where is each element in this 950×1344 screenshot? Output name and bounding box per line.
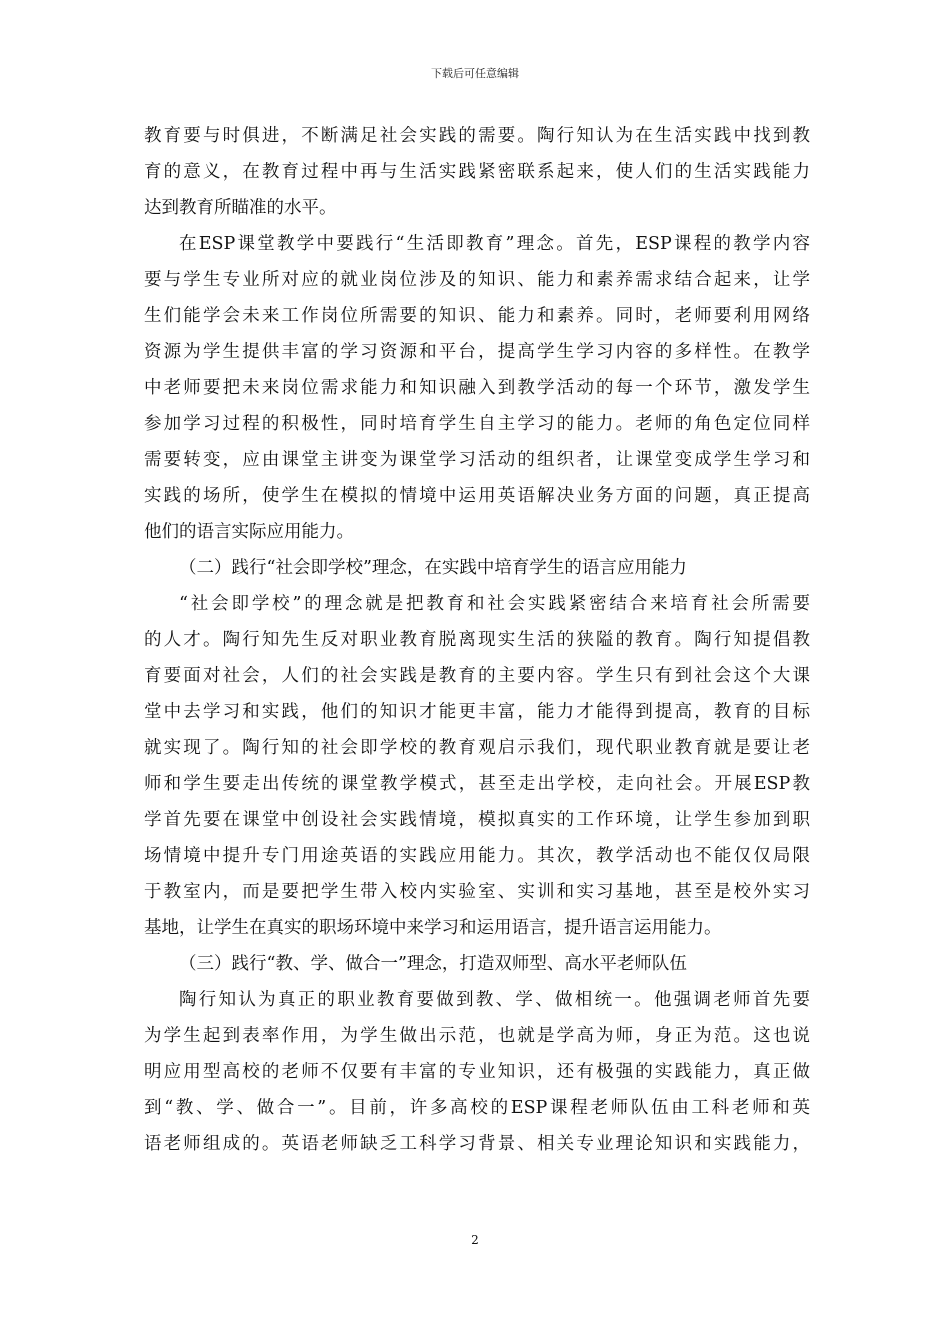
body-line: 明应用型高校的老师不仅要有丰富的专业知识，还有极强的实践能力，真正做: [144, 1062, 810, 1082]
body-line: 实践的场所，使学生在模拟的情境中运用英语解决业务方面的问题，真正提高: [144, 486, 810, 506]
body-line: 的人才。陶行知先生反对职业教育脱离现实生活的狭隘的教育。陶行知提倡教: [144, 630, 810, 650]
body-line: 学首先要在课堂中创设社会实践情境，模拟真实的工作环境，让学生参加到职: [144, 810, 810, 830]
body-line: 教育要与时俱进，不断满足社会实践的需要。陶行知认为在生活实践中找到教: [144, 126, 810, 146]
body-line: 堂中去学习和实践，他们的知识才能更丰富，能力才能得到提高，教育的目标: [144, 702, 810, 722]
section-heading: （三）践行“教、学、做合一”理念，打造双师型、高水平老师队伍: [179, 954, 687, 974]
body-line: 生们能学会未来工作岗位所需要的知识、能力和素养。同时，老师要利用网络: [144, 306, 810, 326]
body-line: 达到教育所瞄准的水平。: [144, 198, 337, 218]
body-line: 他们的语言实际应用能力。: [144, 522, 354, 542]
body-line: 陶行知认为真正的职业教育要做到教、学、做相统一。他强调老师首先要: [179, 990, 810, 1010]
body-line: 资源为学生提供丰富的学习资源和平台，提高学生学习内容的多样性。在教学: [144, 342, 810, 362]
document-body: [144, 118, 810, 1162]
body-line: 语老师组成的。英语老师缺乏工科学习背景、相关专业理论知识和实践能力，: [144, 1134, 810, 1154]
body-line: 为学生起到表率作用，为学生做出示范，也就是学高为师，身正为范。这也说: [144, 1026, 810, 1046]
body-line: 师和学生要走出传统的课堂教学模式，甚至走出学校，走向社会。开展ESP教: [144, 774, 810, 794]
body-line: 在ESP课堂教学中要践行“生活即教育”理念。首先，ESP课程的教学内容: [179, 234, 810, 254]
body-line: 基地，让学生在真实的职场环境中来学习和运用语言，提升语言运用能力。: [144, 918, 722, 938]
body-line: 中老师要把未来岗位需求能力和知识融入到教学活动的每一个环节，激发学生: [144, 378, 810, 398]
body-line: 参加学习过程的积极性，同时培育学生自主学习的能力。老师的角色定位同样: [144, 414, 810, 434]
section-heading: （二）践行“社会即学校”理念，在实践中培育学生的语言应用能力: [179, 558, 687, 578]
body-line: 于教室内，而是要把学生带入校内实验室、实训和实习基地，甚至是校外实习: [144, 882, 810, 902]
body-line: 要与学生专业所对应的就业岗位涉及的知识、能力和素养需求结合起来，让学: [144, 270, 810, 290]
body-line: 场情境中提升专门用途英语的实践应用能力。其次，教学活动也不能仅仅局限: [144, 846, 810, 866]
body-line: 育要面对社会，人们的社会实践是教育的主要内容。学生只有到社会这个大课: [144, 666, 810, 686]
body-line: 需要转变，应由课堂主讲变为课堂学习活动的组织者，让课堂变成学生学习和: [144, 450, 810, 470]
body-line: 就实现了。陶行知的社会即学校的教育观启示我们，现代职业教育就是要让老: [144, 738, 810, 758]
page-number: 2: [471, 1233, 479, 1247]
page-header: 下载后可任意编辑: [431, 67, 519, 80]
body-line: 育的意义，在教育过程中再与生活实践紧密联系起来，使人们的生活实践能力: [144, 162, 810, 182]
body-line: “社会即学校”的理念就是把教育和社会实践紧密结合来培育社会所需要: [179, 594, 810, 614]
body-line: 到“教、学、做合一”。目前，许多高校的ESP课程老师队伍由工科老师和英: [144, 1098, 810, 1118]
